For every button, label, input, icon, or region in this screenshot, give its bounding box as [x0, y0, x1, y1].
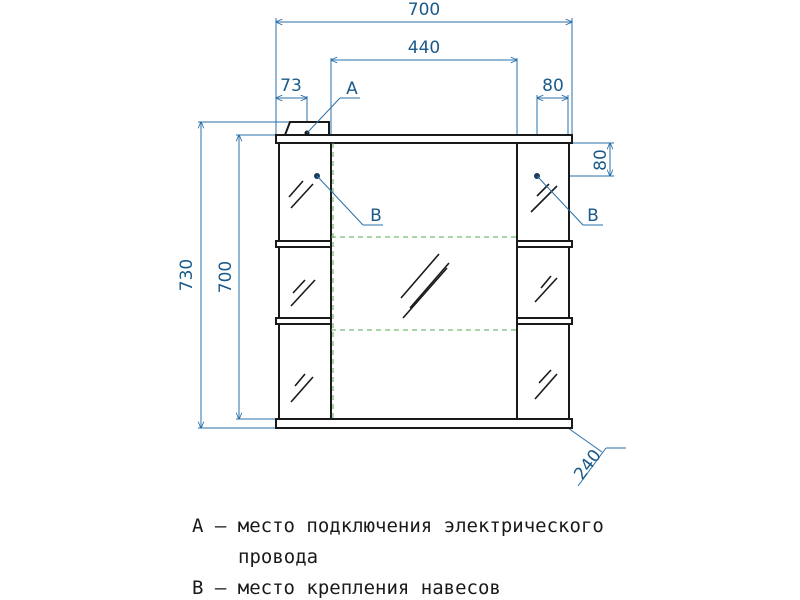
legend-a-line2: провода: [238, 546, 319, 568]
left-shelf-lower: [276, 318, 331, 324]
legend-b-line: B – место крепления навесов: [192, 577, 501, 599]
dim-body-height: 700: [216, 260, 236, 294]
dim-total-height: 730: [177, 258, 197, 292]
dim-right-offset: 80: [542, 76, 564, 96]
marker-b-left-label: B: [370, 206, 382, 226]
left-shelf-upper: [276, 241, 331, 247]
right-shelf-lower: [517, 318, 572, 324]
dim-left-offset: 73: [280, 76, 302, 96]
marker-a: [305, 79, 361, 136]
dim-total-width: 700: [407, 0, 441, 20]
right-shelf-upper: [517, 241, 572, 247]
dim-depth: 240: [570, 446, 606, 484]
dim-mirror-width: 440: [407, 38, 441, 58]
legend-a-line1: A – место подключения электрического: [192, 515, 604, 537]
dim-right-vertical: 80: [591, 149, 611, 171]
top-panel: [276, 135, 572, 143]
bottom-panel: [276, 419, 572, 428]
marker-a-label: A: [346, 79, 358, 99]
central-mirror: [331, 143, 517, 419]
cabinet-body: [276, 122, 572, 428]
marker-b-right-label: B: [587, 206, 599, 226]
